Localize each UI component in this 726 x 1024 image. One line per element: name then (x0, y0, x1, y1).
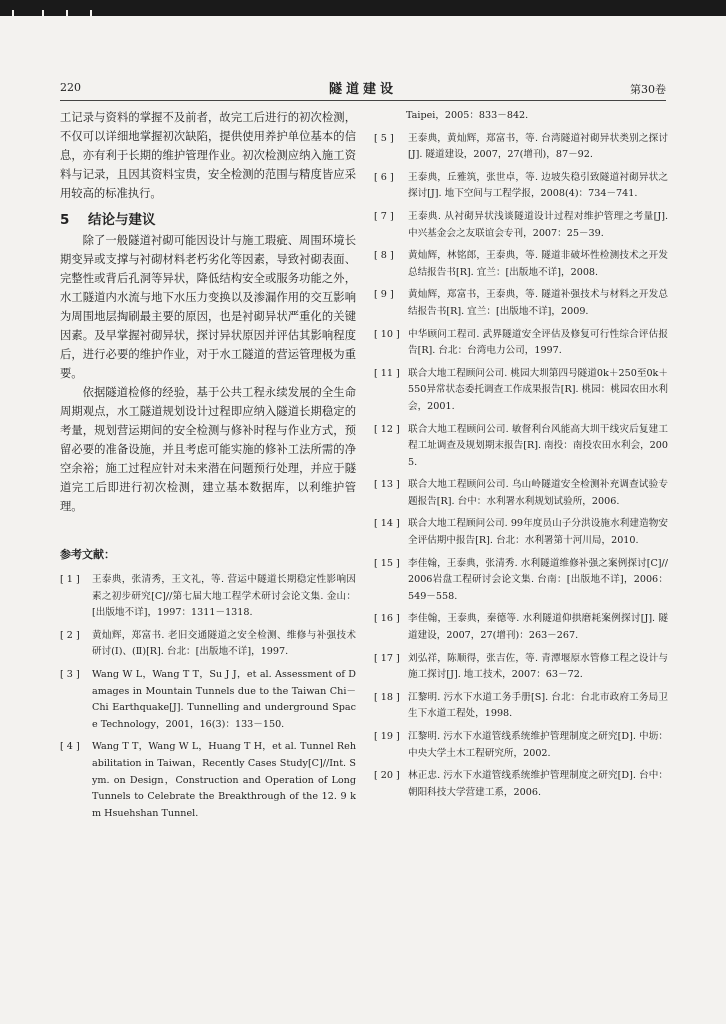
reference-item (374, 366, 668, 416)
body-paragraph: 除了一般隧道衬砌可能因设计与施工瑕疵、周围环境长期变异或支撑与衬砌材料老朽劣化等因素，导致衬砌表面、完整性或背后孔洞等异状，降低结构安全或服务功能之外，水工隧道内水流与地下水压力变换以及渗漏作用的交互影响为周围地层掏刷最主要的原因，也是衬砌异状严重化的关键因素。及早掌握衬砌异状，探讨异状原因并评估其影响程度后，进行必要的维护作业，对于水工隧道的营运管理极为重要。 (60, 234, 356, 380)
section-heading (60, 208, 356, 228)
reference-text: 刘弘祥，陈顺得，张吉佐，等. 青潭堰原水管修工程之设计与施工探讨[J]. 地工技术，2007：63－72. (408, 652, 668, 681)
reference-number: [ 16 ] (374, 613, 400, 625)
reference-item (374, 729, 668, 762)
journal-title: 隧道建设 (328, 82, 397, 97)
reference-text: 黄灿辉，郑富书. 老旧交通隧道之安全检测、维修与补强技术研讨(Ⅰ)、(Ⅱ)[R]. 台北：[出版地不详]，1997. (92, 629, 356, 658)
reference-number: [ 14 ] (374, 518, 400, 530)
scan-tick (66, 10, 68, 16)
reference-text: 江黎明. 污水下水道管线系统维护管理制度之研究[D]. 中坜：中央大学土木工程研究所，2002. (408, 731, 668, 759)
scan-tick (12, 10, 14, 16)
reference-item (60, 739, 356, 822)
reference-text: 王泰典. 从衬砌异状浅谈隧道设计过程对维护管理之考量[J]. 中兴基金会之友联谊会专刊，2007：25－39. (408, 210, 668, 239)
right-column (374, 108, 668, 807)
reference-number: [ 11 ] (374, 367, 400, 379)
reference-text: 联合大地工程顾问公司. 桃园大圳第四号隧道0k＋250至0k＋550异常状态委托调查工作成果报告[R]. 桃园：桃园农田水利会，2001. (408, 367, 668, 412)
reference-number: [ 9 ] (374, 289, 394, 301)
reference-text: 联合大地工程顾问公司. 乌山岭隧道安全检测补充调查试验专题报告[R]. 台中：水利署水利规划试验所，2006. (408, 479, 668, 507)
reference-number: [ 10 ] (374, 328, 400, 340)
intro-paragraph: 工记录与资料的掌握不及前者，故完工后进行的初次检测，不仅可以详细地掌握初次缺陷，提供使用养护单位基本的信息，亦有利于长期的维护管理作业。初次检测应纳入施工资料与记录，且因其资料宝贵，安全检测的范围与精度皆应采用较高的标准执行。 (60, 111, 356, 200)
reference-item (374, 690, 668, 723)
page-number: 220 (60, 81, 81, 94)
reference-number: [ 12 ] (374, 423, 400, 435)
reference-text: 江黎明. 污水下水道工务手册[S]. 台北：台北市政府工务局卫生下水道工程处，1998. (408, 691, 668, 720)
reference-item (374, 477, 668, 510)
reference-item (374, 209, 668, 242)
reference-number: [ 5 ] (374, 132, 394, 144)
body-paragraph: 依据隧道检修的经验，基于公共工程永续发展的全生命周期观点，水工隧道规划设计过程即应纳入隧道长期稳定的考量，规划营运期间的安全检测与修补时程与作业方式，预留必要的准备设施，并且考虑可能实施的修补工法所需的净空余裕；施工过程应针对未来潜在问题预行处理，并应于隧道完工后即进行初次检测，建立基本数据库，以利维护管理。 (60, 386, 356, 513)
reference-number: [ 17 ] (374, 652, 400, 664)
reference-number: [ 13 ] (374, 479, 400, 491)
reference-item (60, 572, 356, 622)
section-number: 5 (60, 212, 70, 228)
scan-tick (90, 10, 92, 16)
reference-text: 联合大地工程顾问公司. 敏督利台风能高大圳干线灾后复建工程工址调查及规划期末报告[R]. 南投：南投农田水利会，2005. (408, 423, 668, 468)
reference-item (374, 170, 668, 203)
reference-item (60, 667, 356, 733)
reference-item (374, 516, 668, 549)
reference-text: 李佳翰，王泰典，张清秀. 水利隧道维修补强之案例探讨[C]// 2006岩盘工程研讨会论文集. 台南：[出版地不详]，2006：549－558. (408, 557, 668, 602)
reference-number: [ 18 ] (374, 691, 400, 703)
reference-item (374, 248, 668, 281)
reference-continuation: Taipei，2005：833－842. (406, 110, 529, 121)
reference-number: [ 6 ] (374, 171, 394, 183)
reference-item (374, 651, 668, 684)
reference-item (374, 611, 668, 644)
reference-item (374, 422, 668, 472)
reference-item (374, 556, 668, 606)
reference-item (374, 287, 668, 320)
reference-number: [ 8 ] (374, 250, 394, 262)
reference-number: [ 20 ] (374, 770, 400, 782)
volume-label: 第30卷 (630, 83, 666, 96)
reference-number: [ 4 ] (60, 741, 80, 753)
reference-text: 王泰典，黄灿辉，郑富书，等. 台湾隧道衬砌异状类别之探讨[J]. 隧道建设，2007，27(增刊)，87－92. (408, 132, 668, 161)
scan-edge-bar (0, 0, 726, 16)
reference-number: [ 15 ] (374, 557, 400, 569)
reference-text: 李佳翰，王泰典，秦德等. 水利隧道仰拱磨耗案例探讨[J]. 隧道建设，2007，27(增刊)：263－267. (408, 613, 668, 642)
reference-number: [ 7 ] (374, 210, 394, 222)
references-heading: 参考文献： (60, 548, 115, 561)
reference-text: Wang T T，Wang W L，Huang T H，et al. Tunnel Rehabilitation in Taiwan，Recently Cases Study[C]//Int. Sym. on Design，Construction and Operation of Long Tunnels to Celebrate the Breakthrough of the 12. 9 km Hsuehshan Tunnel. (92, 741, 356, 819)
reference-number: [ 2 ] (60, 629, 80, 641)
reference-item (60, 628, 356, 661)
reference-text: 黄灿辉，郑富书，王泰典，等. 隧道补强技术与材料之开发总结报告书[R]. 宜兰：[出版地不详]，2009. (408, 289, 668, 317)
reference-number: [ 19 ] (374, 731, 400, 742)
reference-text: 王泰典，张清秀，王文礼，等. 营运中隧道长期稳定性影响因素之初步研究[C]//第七届大地工程学术研讨会论文集. 金山：[出版地不详]，1997：1311－1318. (92, 574, 356, 619)
reference-text: 林正忠. 污水下水道管线系统维护管理制度之研究[D]. 台中：朝阳科技大学营建工系，2006. (408, 770, 668, 798)
reference-item (374, 131, 668, 164)
reference-text: 中华顾问工程司. 武界隧道安全评估及修复可行性综合评估报告[R]. 台北：台湾电力公司，1997. (408, 328, 668, 357)
left-column (60, 108, 356, 828)
reference-text: 联合大地工程顾问公司. 99年度员山子分洪设施水利建造物安全评估期中报告[R]. 台北：水利署第十河川局，2010. (408, 518, 668, 547)
reference-item (374, 768, 668, 801)
reference-text: 黄灿辉，林铭郎，王泰典，等. 隧道非破坏性检测技术之开发总结报告书[R]. 宜兰：[出版地不详]，2008. (408, 250, 668, 278)
reference-item (374, 327, 668, 360)
reference-number: [ 3 ] (60, 668, 80, 680)
reference-text: 王泰典，丘雅筑，张世卓，等. 边坡失稳引致隧道衬砌异状之探讨[J]. 地下空间与工程学报，2008(4)：734－741. (408, 171, 668, 200)
reference-number: [ 1 ] (60, 574, 80, 585)
page-header (60, 78, 666, 101)
scan-tick (42, 10, 44, 16)
section-title: 结论与建议 (88, 212, 156, 228)
reference-text: Wang W L，Wang T T，Su J J，et al. Assessment of Damages in Mountain Tunnels due to the Taiwan Chi－Chi Earthquake[J]. Tunnelling and underground Space Technology，2001，16(3)：133－150. (92, 668, 356, 730)
